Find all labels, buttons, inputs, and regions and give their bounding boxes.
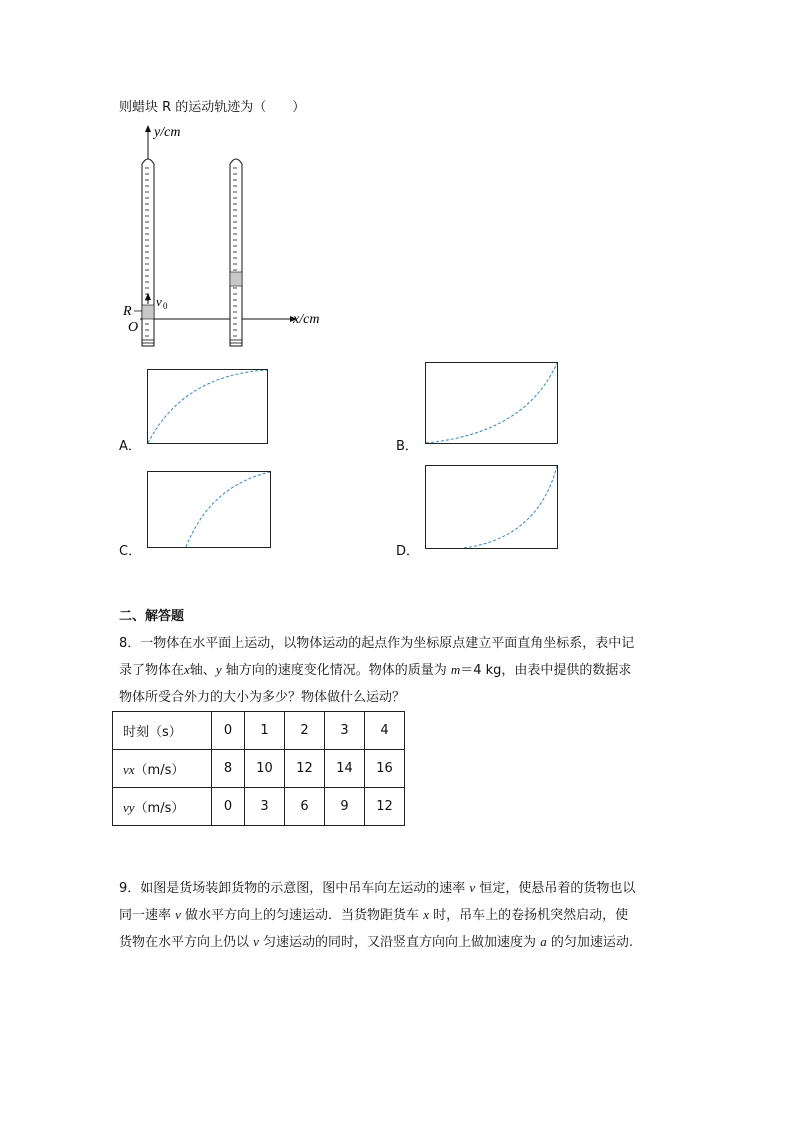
option-a-box[interactable] xyxy=(147,369,268,444)
vx-label: vx（m/s） xyxy=(113,750,212,788)
table-row: vy（m/s） 0 3 6 9 12 xyxy=(113,788,405,826)
origin-label: O xyxy=(128,320,139,335)
q8-line-3: 物体所受合外力的大小为多少？物体做什么运动？ xyxy=(119,690,406,705)
q9-line-2: 同一速率 v 做水平方向上的匀速运动．当货物距货车 x 时，吊车上的卷扬机突然启动，使 xyxy=(119,907,629,923)
option-a-curve xyxy=(148,370,267,443)
option-b-label[interactable]: B． xyxy=(396,439,418,454)
q7-stem: 则蜡块 R 的运动轨迹为（ ） xyxy=(119,100,306,115)
option-b-curve xyxy=(426,363,557,443)
table-row: 时刻（s） 0 1 2 3 4 xyxy=(113,712,405,750)
option-c-label[interactable]: C． xyxy=(119,544,142,559)
option-d-box[interactable] xyxy=(425,465,558,549)
option-d-label[interactable]: D． xyxy=(396,544,420,559)
wax-block-r xyxy=(142,305,154,319)
q9-line-1: 9．如图是货场装卸货物的示意图，图中吊车向左运动的速率 v 恒定，使悬吊着的货物也以 xyxy=(119,880,636,896)
q9-line-3: 货物在水平方向上仍以 v 匀速运动的同时，又沿竖直方向向上做加速度为 a 的匀加速运动. xyxy=(119,934,633,950)
section-title: 二、解答题 xyxy=(119,609,185,624)
table-row: vx（m/s） 8 10 12 14 16 xyxy=(113,750,405,788)
x-axis-label: x/cm xyxy=(293,312,320,327)
option-a-label[interactable]: A． xyxy=(119,439,141,454)
wax-block-moved xyxy=(230,272,242,286)
tube-right xyxy=(230,159,242,346)
option-b-box[interactable] xyxy=(425,362,558,444)
header-time-label: 时刻（s） xyxy=(113,712,212,750)
q8-line-2: 录了物体在x轴、y 轴方向的速度变化情况。物体的质量为 m＝4 kg，由表中提供的数据求 xyxy=(119,662,632,678)
velocity-table xyxy=(112,711,405,826)
r-label: R xyxy=(123,304,132,319)
option-c-box[interactable] xyxy=(147,471,271,548)
y-axis-label: y/cm xyxy=(154,125,181,140)
tube-left xyxy=(142,159,154,346)
q8-line-1: 8．一物体在水平面上运动，以物体运动的起点作为坐标原点建立平面直角坐标系，表中记 xyxy=(119,636,635,651)
v0-label-v: v xyxy=(156,294,162,309)
option-d-curve xyxy=(464,466,557,548)
q7-tube-figure xyxy=(110,118,340,354)
option-c-curve xyxy=(186,472,270,547)
vy-label: vy（m/s） xyxy=(113,788,212,826)
v0-label-sub: 0 xyxy=(163,301,168,311)
